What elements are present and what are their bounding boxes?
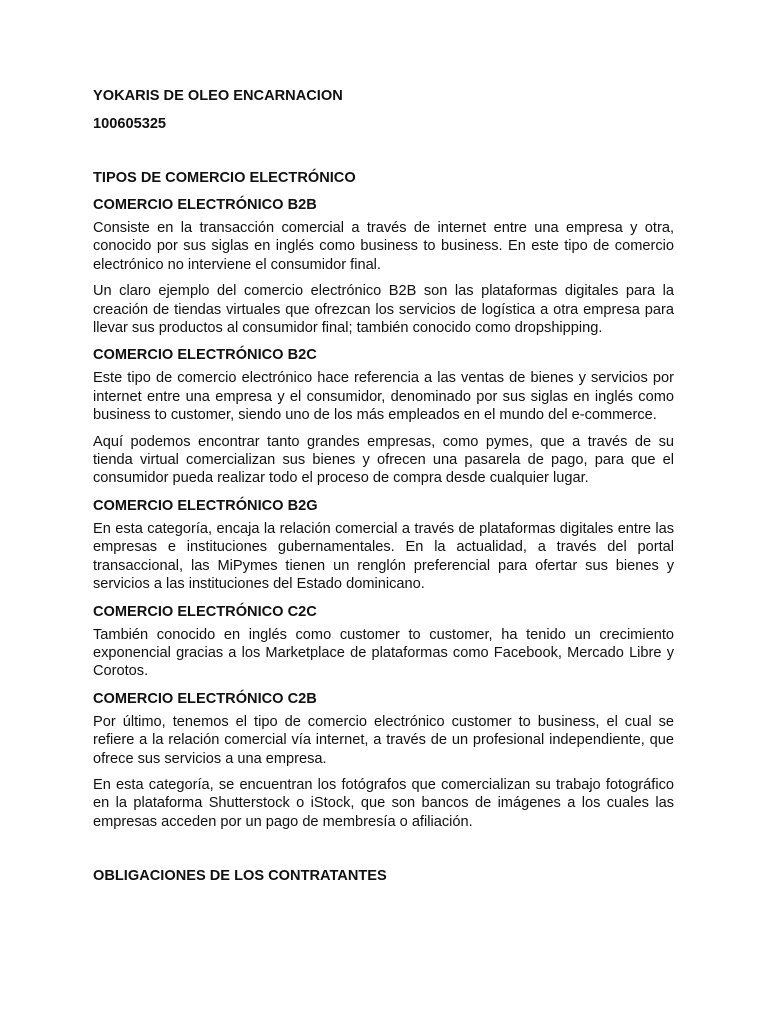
section-heading-b2b: COMERCIO ELECTRÓNICO B2B (93, 197, 317, 213)
section-heading-b2c: COMERCIO ELECTRÓNICO B2C (93, 347, 317, 364)
section-heading-c2c: COMERCIO ELECTRÓNICO C2C (93, 603, 317, 620)
section-c2b-paragraph-1: Por último, tenemos el tipo de comercio electrónico customer to business, el cual se refiere a la relación comercial vía internet, a través de un profesional independiente, que ofrece sus servicios a una empresa. (93, 713, 674, 767)
document-page (93, 86, 674, 886)
section-c2b-paragraph-2: En esta categoría, se encuentran los fotógrafos que comercializan su trabajo fotográfico en la plataforma Shutterstock o iStock, que son bancos de imágenes a los cuales las empresas acceden por un pago de membresía o afiliación. (93, 776, 674, 830)
section-b2b-paragraph-1: Consiste en la transacción comercial a través de internet entre una empresa y otra, conocido por sus siglas en inglés como business to business. En este tipo de comercio electrónico no interviene el consumidor final. (93, 220, 674, 273)
section-c2c-paragraph-1: También conocido en inglés como customer to customer, ha tenido un crecimiento exponencial gracias a los Marketplace de plataformas como Facebook, Mercado Libre y Corotos. (93, 626, 674, 680)
student-id: 100605325 (93, 116, 167, 132)
section-heading-obligations: OBLIGACIONES DE LOS CONTRATANTES (93, 868, 387, 885)
section-heading-c2b: COMERCIO ELECTRÓNICO C2B (93, 690, 317, 707)
section-b2c-paragraph-2: Aquí podemos encontrar tanto grandes empresas, como pymes, que a través de su tienda virtual comercializan sus bienes y ofrecen una pasarela de pago, para que el consumidor pueda realizar todo el proceso de compra desde cualquier lugar. (93, 433, 674, 487)
author-name: YOKARIS DE OLEO ENCARNACION (93, 88, 343, 104)
section-heading-b2g: COMERCIO ELECTRÓNICO B2G (93, 497, 318, 514)
section-b2b-paragraph-2: Un claro ejemplo del comercio electrónico B2B son las plataformas digitales para la creación de tiendas virtuales que ofrezcan los servicios de logística a otra empresa para llevar sus productos al consumidor final; también conocido como dropshipping. (93, 283, 674, 337)
section-b2g-paragraph-1: En esta categoría, encaja la relación comercial a través de plataformas digitales entre las empresas e instituciones gubernamentales. En la actualidad, a través del portal transaccional, las MiPymes tienen un renglón preferencial para ofertar sus bienes y servicios a las instituciones del Estado dominicano. (93, 520, 674, 593)
section-b2c-paragraph-1: Este tipo de comercio electrónico hace referencia a las ventas de bienes y servicios por internet entre una empresa y el consumidor, denominado por sus siglas en inglés como business to customer, siendo uno de los más empleados en el mundo del e-commerce. (93, 370, 674, 424)
document-title: TIPOS DE COMERCIO ELECTRÓNICO (93, 170, 356, 186)
